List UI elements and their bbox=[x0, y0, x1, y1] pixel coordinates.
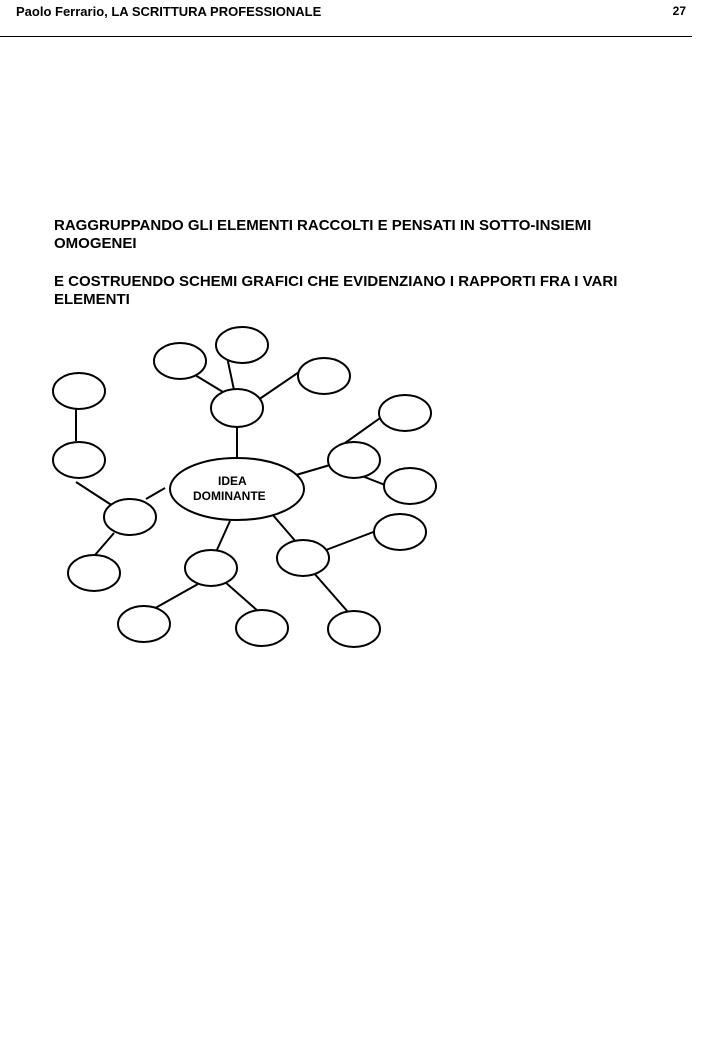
connector bbox=[195, 375, 223, 392]
topic-node bbox=[277, 540, 329, 576]
topic-node bbox=[216, 327, 268, 363]
page-number: 27 bbox=[672, 4, 686, 18]
connector bbox=[225, 582, 259, 612]
topic-node bbox=[384, 468, 436, 504]
connector bbox=[216, 521, 230, 552]
topic-node bbox=[379, 395, 431, 431]
connector bbox=[150, 584, 198, 611]
connector bbox=[146, 488, 165, 499]
topic-node bbox=[154, 343, 206, 379]
topic-node bbox=[328, 442, 380, 478]
paragraph-2: E COSTRUENDO SCHEMI GRAFICI CHE EVIDENZIANO I RAPPORTI FRA I VARI ELEMENTI bbox=[54, 273, 618, 308]
connector bbox=[76, 482, 113, 506]
connector bbox=[296, 465, 330, 475]
topic-node bbox=[328, 611, 380, 647]
connector bbox=[326, 531, 376, 550]
central-idea-line1: IDEA bbox=[218, 474, 247, 488]
connector bbox=[345, 416, 383, 443]
connector bbox=[95, 533, 114, 555]
topic-node bbox=[53, 373, 105, 409]
connector bbox=[258, 370, 302, 400]
topic-node bbox=[298, 358, 350, 394]
paragraph-1: RAGGRUPPANDO GLI ELEMENTI RACCOLTI E PENSATI IN SOTTO-INSIEMI OMOGENEI bbox=[54, 217, 592, 252]
topic-node bbox=[236, 610, 288, 646]
topic-node bbox=[104, 499, 156, 535]
topic-node bbox=[118, 606, 170, 642]
topic-node bbox=[211, 389, 263, 427]
running-title: Paolo Ferrario, LA SCRITTURA PROFESSIONALE bbox=[16, 4, 322, 19]
topic-node bbox=[374, 514, 426, 550]
topic-node bbox=[185, 550, 237, 586]
central-idea-line2: DOMINANTE bbox=[193, 489, 266, 503]
topic-node bbox=[53, 442, 105, 478]
topic-node bbox=[68, 555, 120, 591]
connector bbox=[313, 572, 348, 612]
connector bbox=[272, 514, 297, 543]
